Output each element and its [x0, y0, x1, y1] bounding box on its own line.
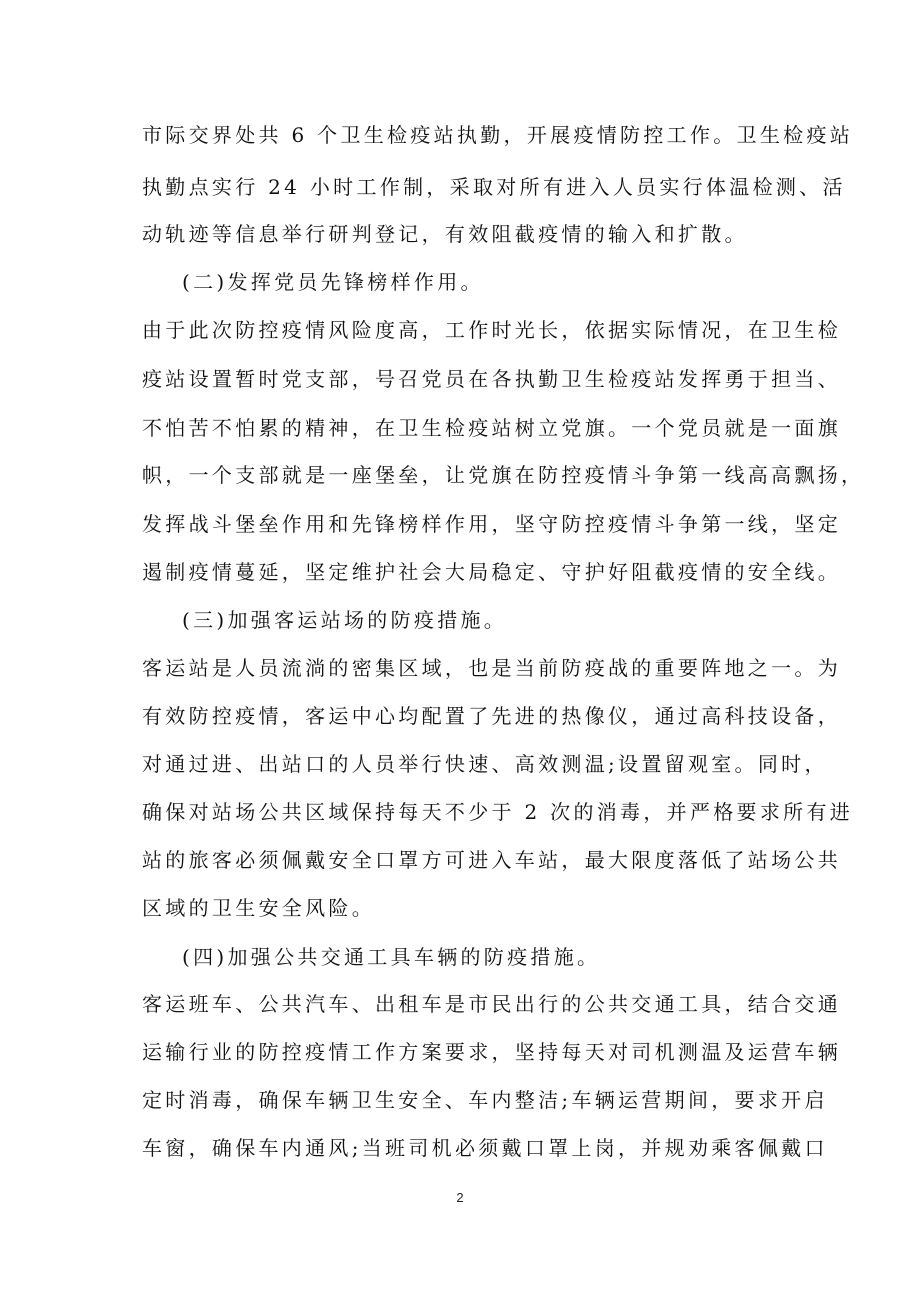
section-heading: (二)发挥党员先锋榜样作用。 [182, 270, 484, 294]
text-line: 区域的卫生安全风险。 [142, 896, 375, 920]
section-heading: (三)加强客运站场的防疫措施。 [182, 608, 508, 632]
text-line: 遏制疫情蔓延，坚定维护社会大局稳定、守护好阻截疫情的安全线。 [142, 560, 841, 584]
text-line: 动轨迹等信息举行研判登记，有效阻截疫情的输入和扩散。 [142, 222, 748, 246]
text-line: 帜，一个支部就是一座堡垒，让党旗在防控疫情斗争第一线高高飘扬， [142, 463, 865, 487]
text-line: 站的旅客必须佩戴安全口罩方可进入车站，最大限度落低了站场公共 [142, 848, 841, 872]
text-line: 运输行业的防控疫情工作方案要求，坚持每天对司机测温及运营车辆 [142, 1040, 841, 1064]
section-heading: (四)加强公共交通工具车辆的防疫措施。 [182, 945, 601, 969]
text-line: 车窗，确保车内通风;当班司机必须戴口罩上岗，并规劝乘客佩戴口 [142, 1136, 828, 1160]
text-line: 疫站设置暂时党支部，号召党员在各执勤卫生检疫站发挥勇于担当、 [142, 367, 841, 391]
text-line: 执勤点实行 24 小时工作制，采取对所有进入人员实行体温检测、活 [142, 175, 846, 199]
text-line: 市际交界处共 6 个卫生检疫站执勤，开展疫情防控工作。卫生检疫站 [142, 123, 854, 147]
text-line: 客运站是人员流淌的密集区域，也是当前防疫战的重要阵地之一。为 [142, 656, 841, 680]
page-number: 2 [456, 1190, 464, 1205]
text-line: 对通过进、出站口的人员举行快速、高效测温;设置留观室。同时， [142, 752, 828, 776]
text-line: 有效防控疫情，客运中心均配置了先进的热像仪，通过高科技设备， [142, 704, 841, 728]
text-line: 不怕苦不怕累的精神，在卫生检疫站树立党旗。一个党员就是一面旗 [142, 416, 841, 440]
text-line: 由于此次防控疫情风险度高，工作时光长，依据实际情况，在卫生检 [142, 318, 841, 342]
text-line: 发挥战斗堡垒作用和先锋榜样作用，坚守防控疫情斗争第一线，坚定 [142, 512, 841, 536]
text-line: 客运班车、公共汽车、出租车是市民出行的公共交通工具，结合交通 [142, 992, 841, 1016]
text-line: 定时消毒，确保车辆卫生安全、车内整洁;车辆运营期间，要求开启 [142, 1088, 828, 1112]
text-line: 确保对站场公共区域保持每天不少于 2 次的消毒，并严格要求所有进 [142, 800, 854, 824]
